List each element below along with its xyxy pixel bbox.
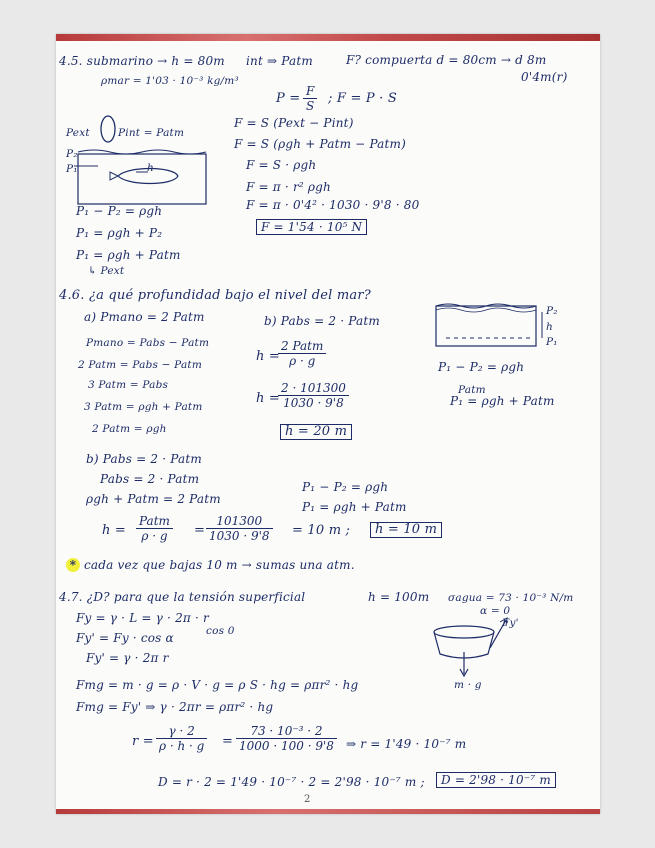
depth-diagram [436, 300, 546, 348]
p46-b-line-2: Pabs = 2 · Patm [100, 472, 200, 486]
p46-a-line-4: 3 Patm = ρgh + Patm [84, 401, 203, 413]
p46-b-label: b) Pabs = 2 · Patm [264, 314, 380, 328]
p46-diagram-patm: Patm [458, 384, 486, 396]
p46-h2-num: 2 · 101300 [278, 381, 349, 396]
p46-hb-fraction-1 [136, 514, 173, 543]
p47-title: 4.7. ¿D? para que la tensión superficial [59, 590, 306, 604]
p45-force-line-2: F = S (ρgh + Patm − Patm) [234, 137, 407, 151]
p46-diagram-p2: P₂ [546, 305, 558, 317]
red-bottom-border [56, 809, 600, 814]
p47-r-lhs: r = [132, 734, 154, 749]
p46-hb-eq: = [194, 523, 206, 538]
p45-eq-line-1: P₁ − P₂ = ρgh [76, 204, 163, 218]
page-number: 2 [304, 794, 311, 805]
p45-int-label: int ⇒ Patm [246, 54, 313, 68]
p46-b-line-1: b) Pabs = 2 · Patm [86, 452, 202, 466]
p47-d-result: D = 2'98 · 10⁻⁷ m [436, 772, 556, 788]
p45-eq-line-3: P₁ = ρgh + Patm [76, 248, 181, 262]
p45-pressure-den: S [306, 99, 315, 113]
p47-d-line: D = r · 2 = 1'49 · 10⁻⁷ · 2 = 2'98 · 10⁻⁷ m ; [158, 775, 425, 789]
p45-title: 4.5. submarino → h = 80m [59, 54, 225, 68]
p46-b-right-1: P₁ − P₂ = ρgh [302, 480, 389, 494]
p47-line-4: Fmg = m · g = ρ · V · g = ρ S · hg = ρπr² · hg [76, 678, 359, 692]
p47-fy-label: Fy' [502, 617, 519, 629]
p47-r-fraction-1 [156, 724, 207, 753]
p46-h2-lhs: h = [256, 391, 280, 406]
p47-line-5: Fmg = Fy' ⇒ γ · 2πr = ρπr² · hg [76, 700, 274, 714]
p46-note-text: cada vez que bajas 10 m → sumas una atm. [84, 558, 355, 572]
p46-title: 4.6. ¿a qué profundidad bajo el nivel del mar? [59, 288, 371, 303]
p45-force-question: F? compuerta d = 80cm → d 8m [346, 53, 547, 67]
p47-r-num-2: 73 · 10⁻³ · 2 [236, 724, 337, 739]
p45-force-line-1: F = S (Pext − Pint) [234, 116, 354, 130]
p46-note [66, 558, 355, 572]
p46-a-line-3: 3 Patm = Pabs [88, 379, 169, 391]
p45-radius: 0'4m(r) [521, 70, 568, 84]
p46-diagram-p1: P₁ [546, 336, 558, 348]
p47-r-den-2: 1000 · 100 · 9'8 [239, 739, 334, 753]
p45-force-line-3: F = S · ρgh [246, 158, 317, 172]
p46-diagram-h: h [546, 321, 553, 333]
submarine-sketch [78, 146, 208, 206]
p46-hb-fraction-2 [206, 514, 273, 543]
gate-disc-icon [98, 114, 118, 144]
p47-gamma-given: σagua = 73 · 10⁻³ N/m [448, 592, 574, 604]
p45-p2-label: P₂ [66, 148, 78, 160]
p46-hb-num-1: Patm [136, 514, 173, 529]
p47-h-given: h = 100m [368, 590, 430, 604]
p45-eq-line-2: P₁ = ρgh + P₂ [76, 226, 163, 240]
p46-h1-num: 2 Patm [278, 339, 326, 354]
p47-line-3: Fy' = γ · 2π r [86, 651, 169, 665]
p46-b-right-2: P₁ = ρgh + Patm [302, 500, 407, 514]
p45-pressure-num: F [303, 84, 317, 99]
p46-diagram-eq-2: P₁ = ρgh + Patm [450, 394, 555, 408]
p45-p1-label: P₁ [66, 163, 78, 175]
p46-h1-fraction [278, 339, 326, 368]
p47-r-eq: = [222, 734, 234, 749]
p46-hb-den-1: ρ · g [141, 529, 168, 543]
p46-hb-lhs: h = [102, 523, 126, 538]
highlight-star-icon: * [66, 558, 80, 572]
p47-mg-label: m · g [454, 679, 482, 691]
p45-pext-label: Pext [66, 127, 90, 139]
p47-r-rhs: ⇒ r = 1'49 · 10⁻⁷ m [346, 737, 467, 751]
p47-line-2: Fy' = Fy · cos α [76, 631, 174, 645]
p47-r-num-1: γ · 2 [156, 724, 207, 739]
p46-h2-den: 1030 · 9'8 [283, 396, 344, 410]
p46-hb-result: h = 10 m [370, 522, 442, 538]
p46-h1-den: ρ · g [289, 354, 316, 368]
p46-hb-eq-2: = 10 m ; [292, 523, 351, 538]
p45-force-line-4: F = π · r² ρgh [246, 180, 331, 194]
p46-b-line-3: ρgh + Patm = 2 Patm [86, 492, 221, 506]
p46-diagram-eq-1: P₁ − P₂ = ρgh [438, 360, 525, 374]
p45-pressure-lhs: P = [276, 91, 301, 106]
p45-force-line-5: F = π · 0'4² · 1030 · 9'8 · 80 [246, 198, 420, 212]
notebook-page [56, 34, 600, 814]
p46-a-line-2: 2 Patm = Pabs − Patm [78, 359, 202, 371]
p46-a-label: a) Pmano = 2 Patm [84, 310, 205, 324]
p47-line-1: Fy = γ · L = γ · 2π · r [76, 611, 209, 625]
p45-h-mark: h [147, 162, 154, 174]
p46-hb-den-2: 1030 · 9'8 [209, 529, 270, 543]
p46-hb-num-2: 101300 [206, 514, 273, 529]
p47-line-2-note: cos 0 [206, 625, 235, 637]
p47-r-den-1: ρ · h · g [159, 739, 205, 753]
p45-eq-line-4: ↳ Pext [88, 265, 125, 277]
p47-r-fraction-2 [236, 724, 337, 753]
p46-h1-lhs: h = [256, 349, 280, 364]
p46-a-line-1: Pmano = Pabs − Patm [86, 337, 210, 349]
p46-a-line-5: 2 Patm = ρgh [92, 423, 167, 435]
p45-density: ρmar = 1'03 · 10⁻³ kg/m³ [101, 75, 239, 87]
p46-h2-fraction [278, 381, 349, 410]
p45-pressure-rhs: ; F = P · S [328, 91, 397, 106]
red-top-border [56, 34, 600, 41]
p46-h-result: h = 20 m [280, 424, 352, 440]
p45-pint-label: Pint = Patm [118, 127, 185, 139]
p45-force-result: F = 1'54 · 10⁵ N [256, 219, 367, 235]
p45-pressure-fraction [303, 84, 317, 113]
p47-alpha-given: α = 0 [480, 605, 511, 617]
